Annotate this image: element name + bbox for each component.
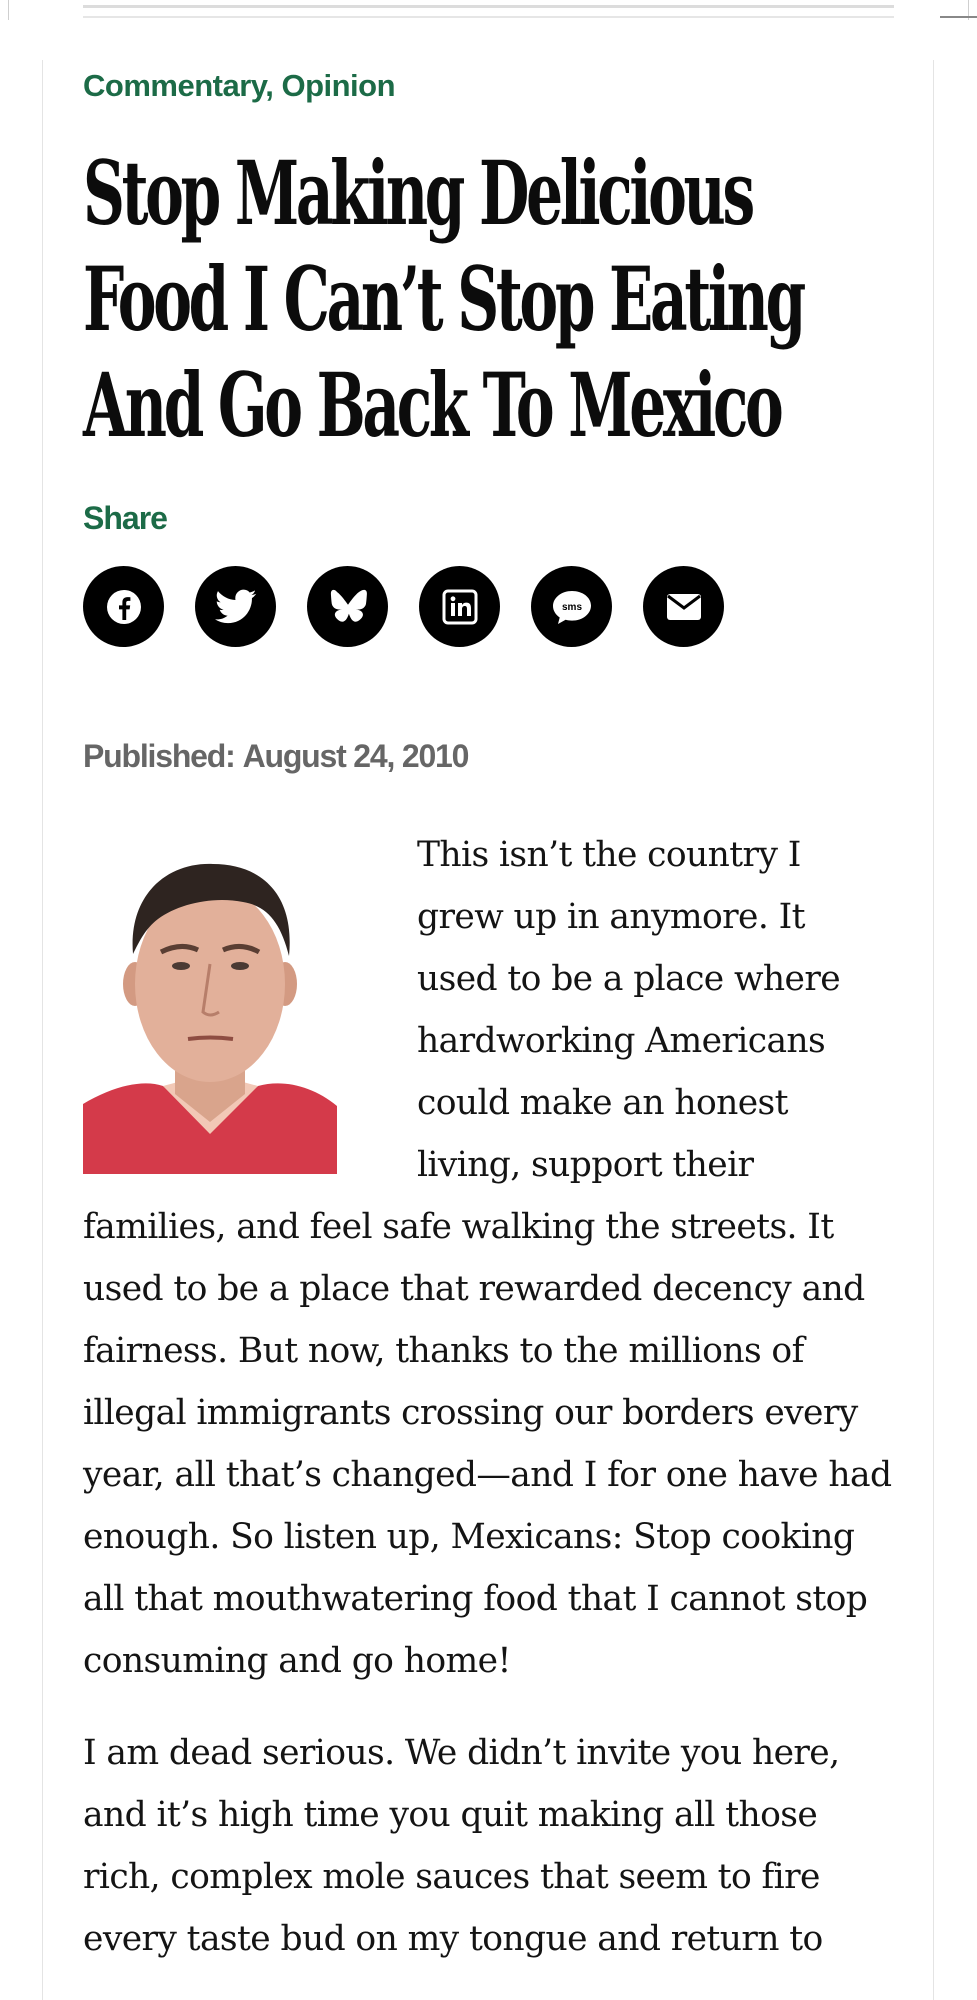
- category-link-opinion[interactable]: Opinion: [281, 68, 396, 103]
- share-linkedin-button[interactable]: [419, 566, 500, 647]
- top-divider: [83, 5, 894, 8]
- category-separator: ,: [265, 68, 274, 103]
- article-headline: Stop Making Delicious Food I Can’t Stop Eating And Go Back To Mexico: [83, 141, 803, 457]
- top-edge-line: [940, 16, 977, 18]
- share-bluesky-button[interactable]: [307, 566, 388, 647]
- share-sms-button[interactable]: [531, 566, 612, 647]
- sms-label: sms: [561, 601, 582, 613]
- author-photo: [83, 824, 337, 1174]
- article-paragraph-2: I am dead serious. We didn’t invite you here, and it’s high time you quit making all those rich, complex mole sauces that seem to fire every taste bud on my tongue and return to: [83, 1733, 840, 1959]
- email-icon: [666, 593, 702, 621]
- published-label: Published:: [83, 738, 235, 774]
- category-link-commentary[interactable]: Commentary: [83, 68, 266, 103]
- share-email-button[interactable]: [643, 566, 724, 647]
- linkedin-icon: [442, 589, 478, 625]
- share-buttons: [83, 566, 724, 647]
- article-paragraph-1: This isn’t the country I grew up in anymore. It used to be a place where hardworking Americans could make an honest living, support their families, and feel safe walking the streets. It used to be a place that rewarded decency and fairness. But now, thanks to the millions of illegal immigrants crossing our borders every year, all that’s changed—and I for one have had enough. So listen up, Mexicans: Stop cooking all that mouthwatering food that I cannot stop consuming and go home!: [83, 835, 892, 1681]
- article-categories: [83, 68, 395, 104]
- page-edge-left: [8, 0, 9, 20]
- share-facebook-button[interactable]: [83, 566, 164, 647]
- top-divider-secondary: [83, 16, 894, 18]
- bluesky-icon: [328, 589, 368, 625]
- share-label: Share: [83, 500, 167, 536]
- author-portrait-image: [83, 824, 337, 1174]
- sms-icon: [550, 587, 594, 627]
- published-line: [83, 738, 468, 775]
- published-date: August 24, 2010: [242, 738, 469, 774]
- facebook-icon: [104, 587, 144, 627]
- twitter-icon: [215, 589, 257, 625]
- article-body: [83, 824, 895, 2000]
- share-twitter-button[interactable]: [195, 566, 276, 647]
